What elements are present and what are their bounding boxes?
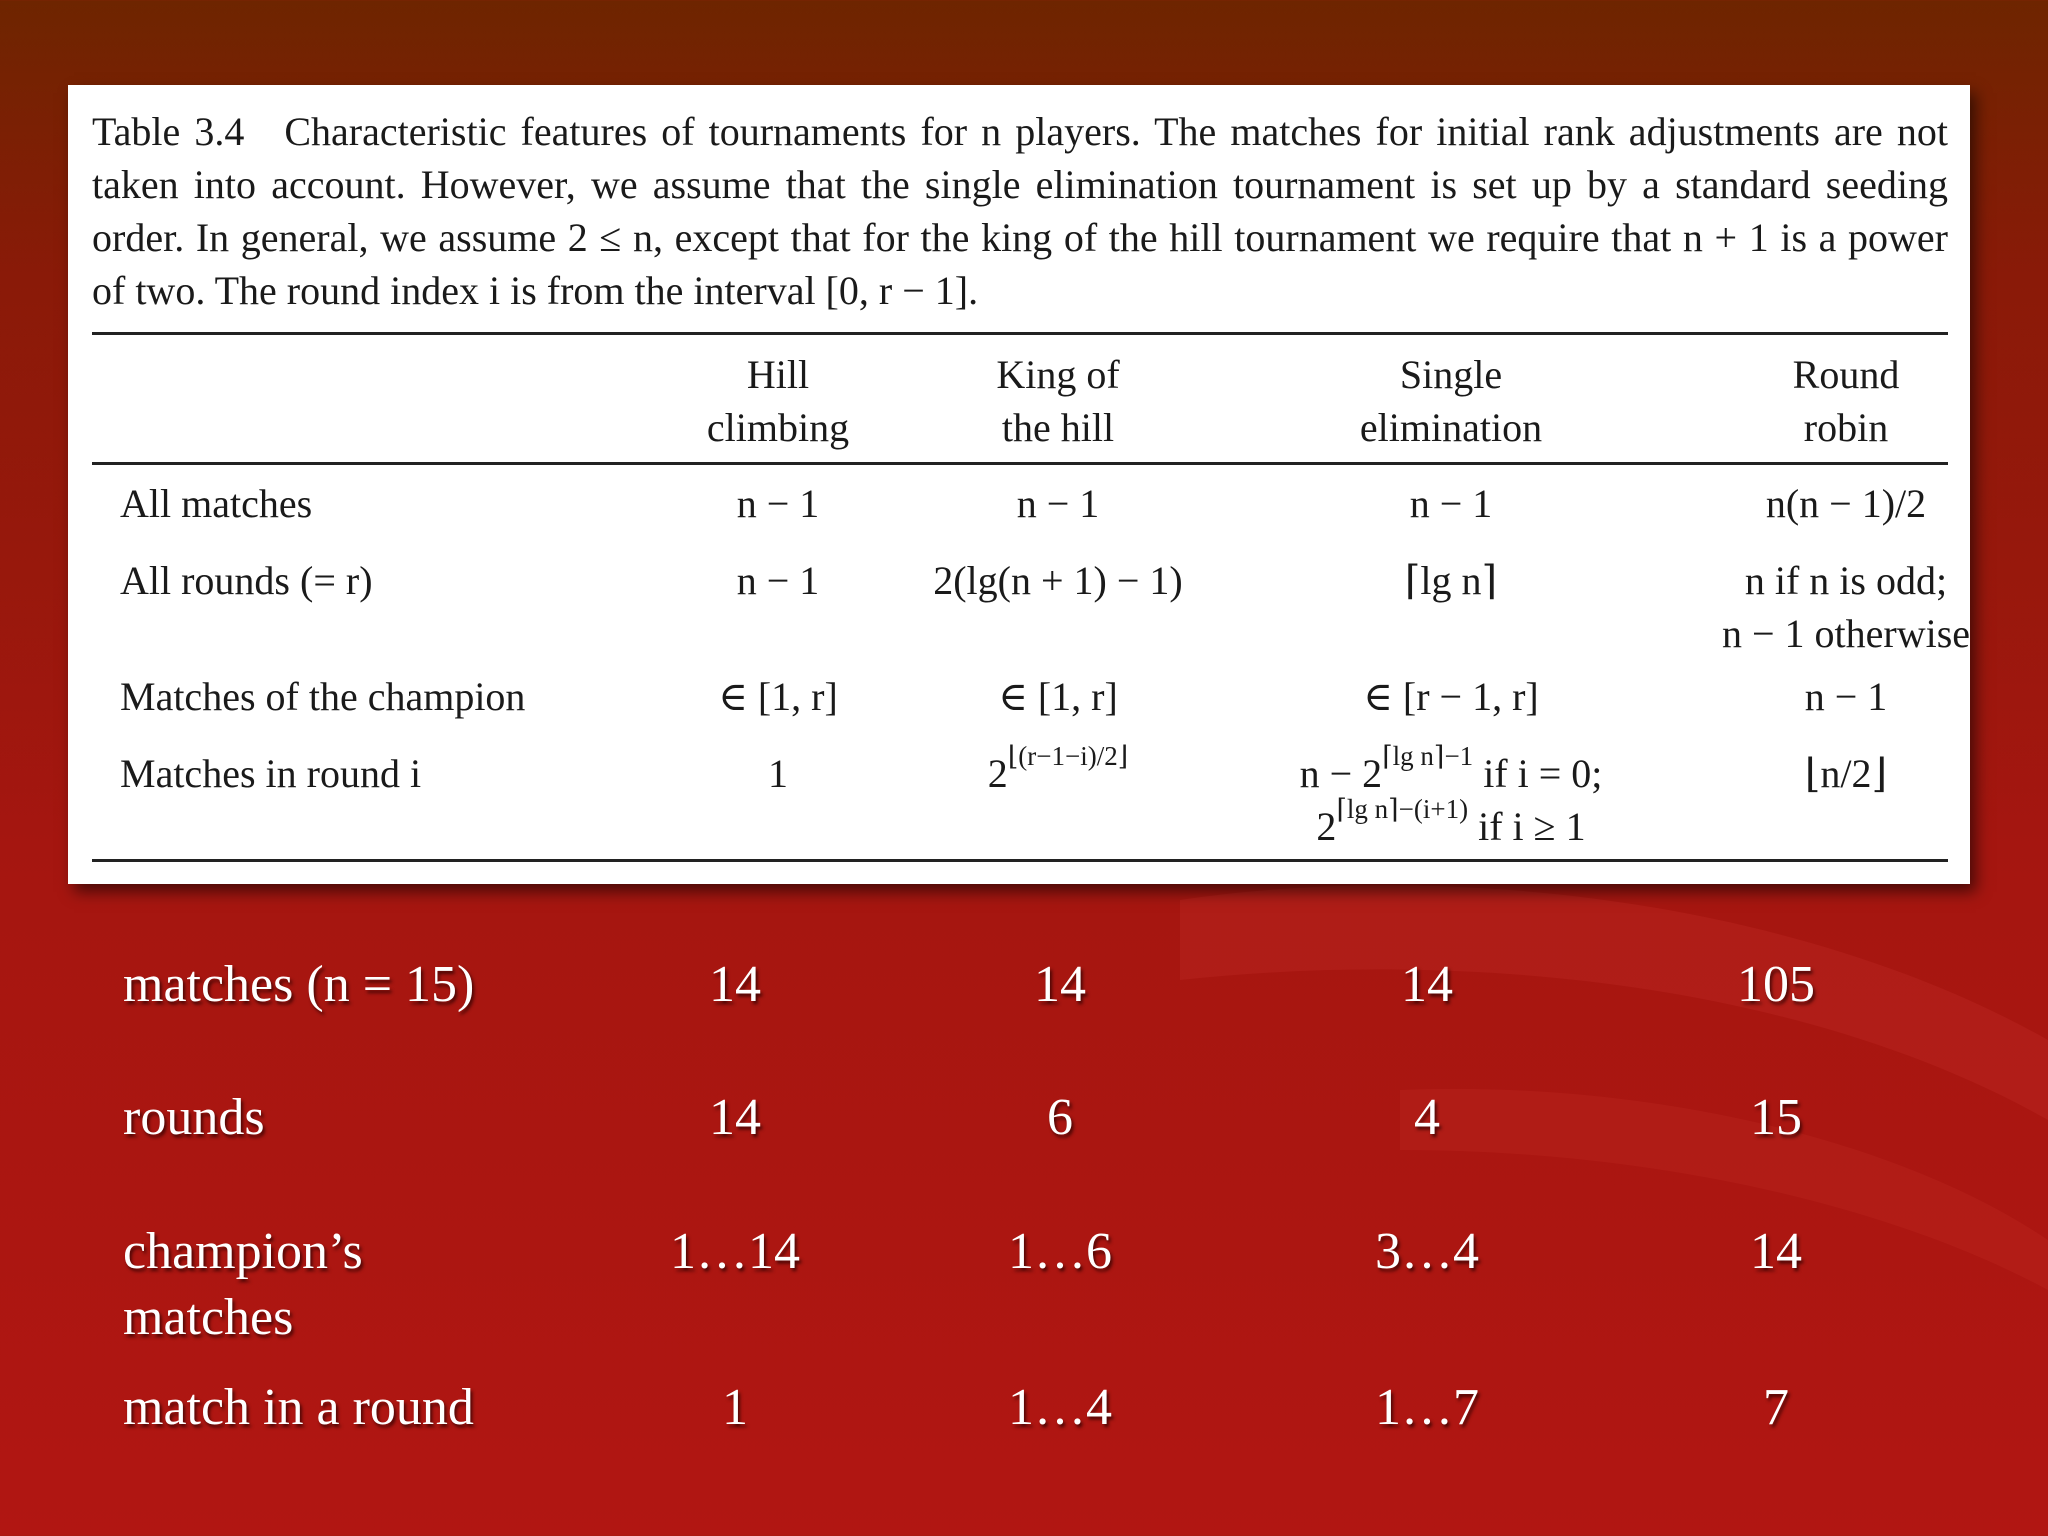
- summary-value: 1…14: [670, 1223, 800, 1280]
- cell: ⌊n/2⌋: [1804, 751, 1888, 796]
- summary-value: 14: [709, 1089, 761, 1146]
- summary-value: 14: [1750, 1223, 1802, 1280]
- summary-value: 1: [722, 1379, 748, 1436]
- cell: ∈ [1, r]: [718, 674, 838, 719]
- summary-value: 14: [709, 956, 761, 1013]
- cell: n − 1: [736, 481, 820, 526]
- summary-label-rounds: rounds: [123, 1089, 265, 1146]
- cell: n − 1: [1804, 674, 1888, 719]
- row-label-matches-of-champion: Matches of the champion: [120, 674, 526, 719]
- column-header-round-robin: Round robin: [1792, 352, 1900, 450]
- summary-value: 15: [1750, 1089, 1802, 1146]
- cell: ⌈lg n⌉: [1404, 558, 1498, 603]
- summary-value: 105: [1737, 956, 1815, 1013]
- cell: n − 1: [1016, 481, 1100, 526]
- column-header-king-of-the-hill: King of the hill: [996, 352, 1120, 450]
- summary-value: 6: [1047, 1089, 1073, 1146]
- row-label-matches-in-round: Matches in round i: [120, 751, 422, 796]
- column-header-single-elimination: Single elimination: [1359, 352, 1543, 450]
- cell: n − 1: [1409, 481, 1493, 526]
- caption-text: Characteristic features of tournaments for n players. The matches for initial rank adjustments are not taken into account. However, we assume that the single elimination tournament is set up by a standard seeding order. In general, we assume 2 ≤ n, except that for the king of the hill tournament we require that n + 1 is a power of two. The round index i is from the interval [0, r − 1].: [92, 109, 1949, 313]
- cell: ∈ [r − 1, r]: [1363, 674, 1539, 719]
- cell: ∈ [1, r]: [998, 674, 1118, 719]
- cell: n if n is odd; n − 1 otherwise: [1721, 558, 1971, 656]
- cell: $2^{⌊(r-1-i)/2⌋}$: [987, 741, 1129, 796]
- summary-value: 3…4: [1375, 1223, 1479, 1280]
- table-header-rule: [92, 462, 1948, 465]
- cell: n − 1: [736, 558, 820, 603]
- cell: 1: [768, 751, 788, 796]
- row-label-all-matches: All matches: [120, 481, 313, 526]
- summary-value: 14: [1401, 956, 1453, 1013]
- summary-value: 1…4: [1008, 1379, 1112, 1436]
- summary-value: 1…7: [1375, 1379, 1479, 1436]
- table-number: Table 3.4: [92, 109, 245, 154]
- summary-label-matches: matches (n = 15): [123, 956, 475, 1013]
- column-header-hill-climbing: Hill climbing: [706, 352, 850, 450]
- cell: n(n − 1)/2: [1765, 481, 1927, 526]
- summary-value: 1…6: [1008, 1223, 1112, 1280]
- summary-value: 14: [1034, 956, 1086, 1013]
- cell: 2(lg(n + 1) − 1): [933, 558, 1183, 603]
- table-top-rule: [92, 332, 1948, 335]
- table-image-panel: [68, 85, 1970, 884]
- summary-value: 7: [1763, 1379, 1789, 1436]
- summary-value: 4: [1414, 1089, 1440, 1146]
- summary-label-match-in-round: match in a round: [123, 1379, 474, 1436]
- cell: $n - 2^{⌈lg n⌉-1}$ if i = 0; $2^{⌈lg n⌉-(i+1)}$ if i ≥ 1: [1299, 741, 1603, 849]
- summary-label-champions-matches: champion’s matches: [123, 1223, 363, 1346]
- table-caption: [92, 105, 1948, 317]
- table-bottom-rule: [92, 859, 1948, 862]
- row-label-all-rounds: All rounds (= r): [120, 558, 373, 603]
